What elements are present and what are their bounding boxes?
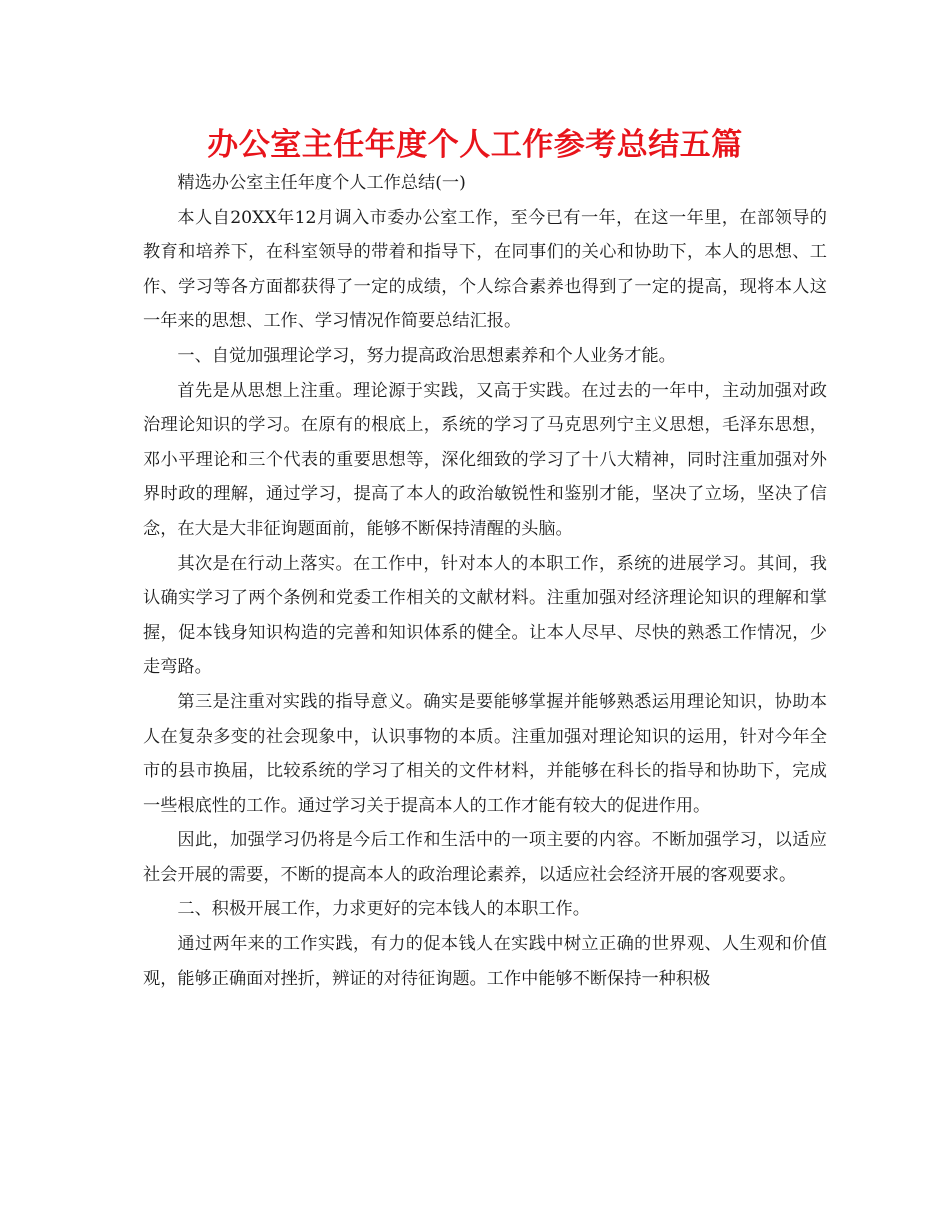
section-heading: 一、自觉加强理论学习，努力提高政治思想素养和个人业务才能。 <box>177 345 676 366</box>
section-subtitle: 精选办公室主任年度个人工作总结(一) <box>177 173 466 193</box>
section-heading: 二、积极开展工作，力求更好的完本钱人的本职工作。 <box>177 899 590 920</box>
paragraph: 通过两年来的工作实践，有力的促本钱人在实践中树立正确的世界观、人生观和价值观，能够正确面对挫折，辨证的对待征询题。工作中能够不断保持一种积极 <box>143 934 827 989</box>
paragraph: 第三是注重对实践的指导意义。确实是要能够掌握并能够熟悉运用理论知识，协助本人在复杂多变的社会现象中，认识事物的本质。注重加强对理论知识的运用，针对今年全市的县市换届，比较系统的学习了相关的文件材料，并能够在科长的指导和协助下，完成一些根底性的工作。通过学习关于提高本人的工作才能有较大的促进作用。 <box>143 691 827 816</box>
paragraph: 其次是在行动上落实。在工作中，针对本人的本职工作，系统的进展学习。其间，我认确实学习了两个条例和党委工作相关的文献材料。注重加强对经济理论知识的理解和掌握，促本钱身知识构造的完善和知识体系的健全。让本人尽早、尽快的熟悉工作情况，少走弯路。 <box>143 553 827 678</box>
paragraph: 因此，加强学习仍将是今后工作和生活中的一项主要的内容。不断加强学习，以适应社会开展的需要，不断的提高本人的政治理论素养，以适应社会经济开展的客观要求。 <box>143 830 827 885</box>
document-title: 办公室主任年度个人工作参考总结五篇 <box>207 127 743 163</box>
paragraph: 本人自20XX年12月调入市委办公室工作，至今已有一年，在这一年里，在部领导的教育和培养下，在科室领导的带着和指导下，在同事们的关心和协助下，本人的思想、工作、学习等各方面都获得了一定的成绩，个人综合素养也得到了一定的提高，现将本人这一年来的思想、工作、学习情况作简要总结汇报。 <box>143 207 827 332</box>
document-body <box>143 166 827 996</box>
paragraph: 首先是从思想上注重。理论源于实践，又高于实践。在过去的一年中，主动加强对政治理论知识的学习。在原有的根底上，系统的学习了马克思列宁主义思想，毛泽东思想，邓小平理论和三个代表的重要思想等，深化细致的学习了十八大精神，同时注重加强对外界时政的理解，通过学习，提高了本人的政治敏锐性和鉴别才能，坚决了立场，坚决了信念，在大是大非征询题面前，能够不断保持清醒的头脑。 <box>143 380 827 539</box>
